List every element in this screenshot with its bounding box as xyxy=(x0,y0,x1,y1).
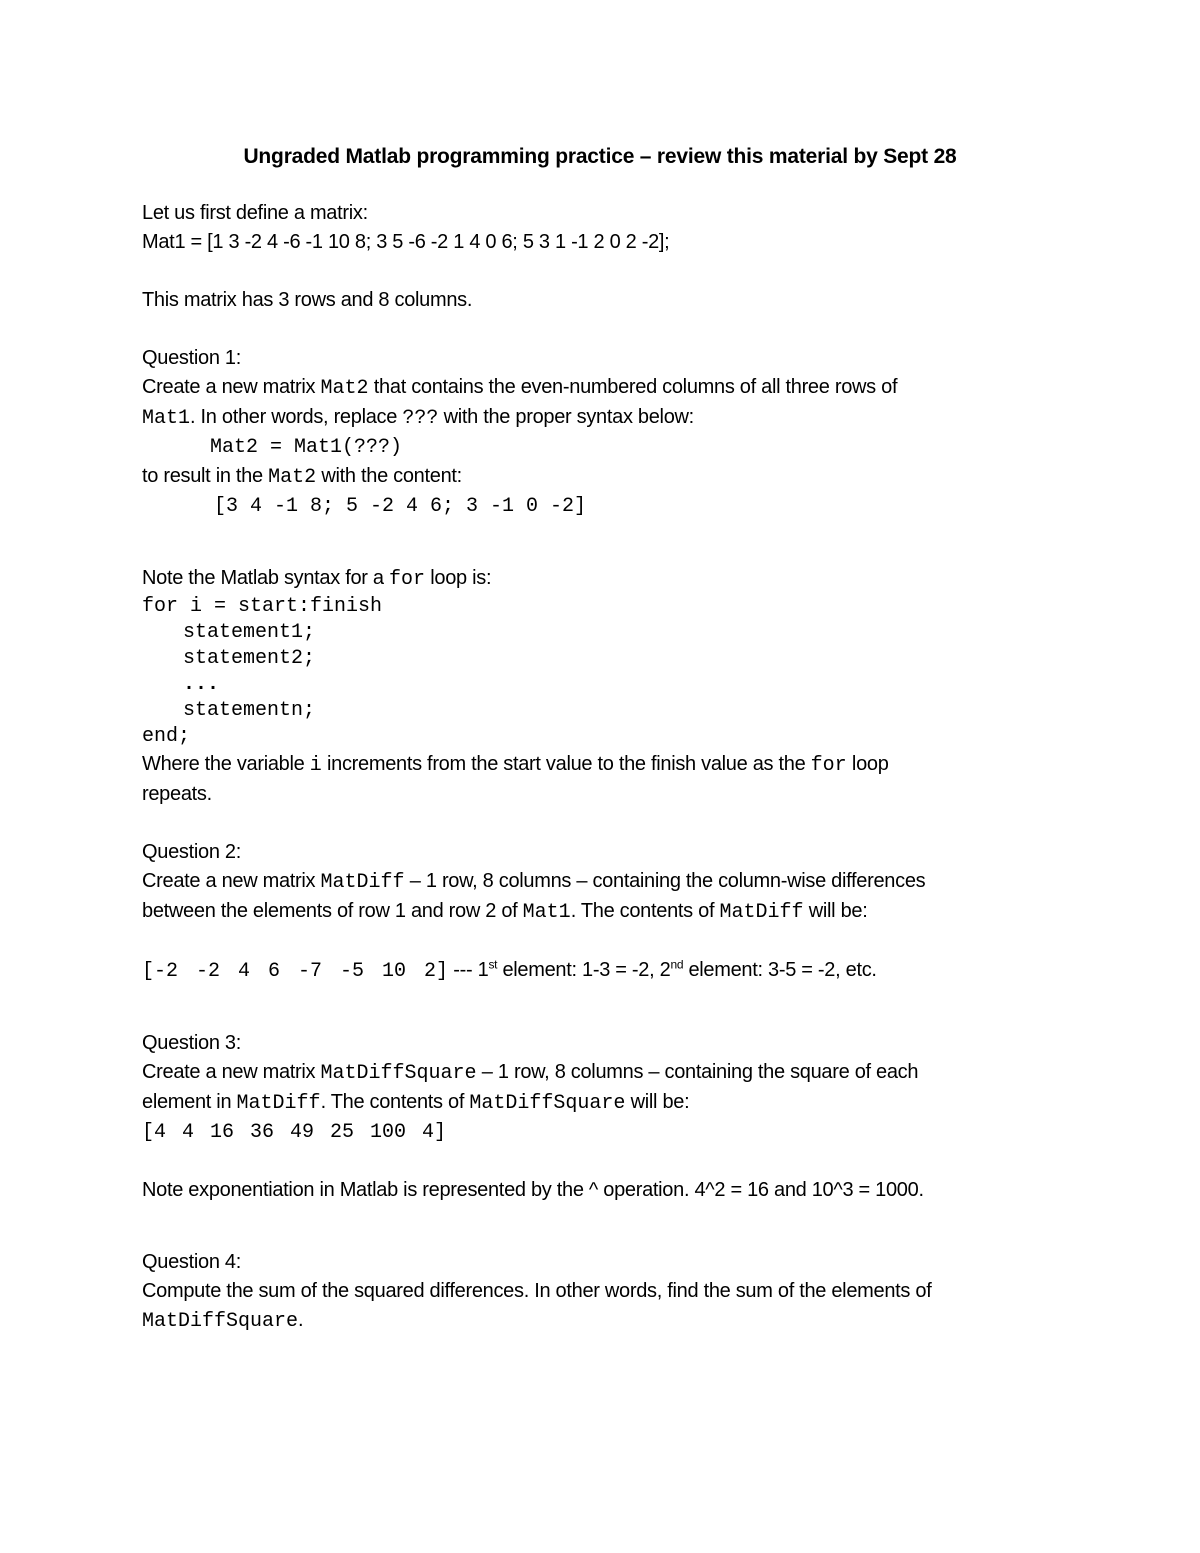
loop-code-line: statementn; xyxy=(183,699,316,722)
q2-result-line: [-2 -2 4 6 -7 -5 10 2] --- 1st element: 1-3 = -2, 2nd element: 3-5 = -2, etc. xyxy=(142,957,877,983)
q1-line-2: Mat1. In other words, replace ??? with the proper syntax below: xyxy=(142,406,694,430)
intro-text: Let us first define a matrix: xyxy=(142,202,368,224)
q1-line-1: Create a new matrix Mat2 that contains the even-numbered columns of all three rows of xyxy=(142,376,898,400)
question-3-heading: Question 3: xyxy=(142,1032,241,1054)
q3-line-1: Create a new matrix MatDiffSquare – 1 row, 8 columns – containing the square of each xyxy=(142,1061,919,1085)
q2-result: [-2 -2 4 6 -7 -5 10 2] xyxy=(142,960,449,983)
q1-code-line: Mat2 = Mat1(???) xyxy=(210,436,403,459)
q4-line-2: MatDiffSquare. xyxy=(142,1309,304,1333)
q4-line-1: Compute the sum of the squared differences. In other words, find the sum of the elements of xyxy=(142,1280,932,1302)
question-1-heading: Question 1: xyxy=(142,347,241,369)
loop-code-line: for i = start:finish xyxy=(142,595,383,618)
loop-note: Note the Matlab syntax for a for loop is: xyxy=(142,567,492,591)
matrix-size-text: This matrix has 3 rows and 8 columns. xyxy=(142,289,473,311)
page-title: Ungraded Matlab programming practice – review this material by Sept 28 xyxy=(243,145,957,168)
q1-line-3: to result in the Mat2 with the content: xyxy=(142,465,462,489)
question-4-heading: Question 4: xyxy=(142,1251,241,1273)
q2-line-1: Create a new matrix MatDiff – 1 row, 8 columns – containing the column-wise differences xyxy=(142,870,926,894)
loop-explanation-2: repeats. xyxy=(142,783,212,805)
loop-code-line: end; xyxy=(142,725,191,748)
question-2-heading: Question 2: xyxy=(142,841,241,863)
loop-code-line: statement1; xyxy=(183,621,316,644)
loop-explanation-1: Where the variable i increments from the start value to the finish value as the for loop xyxy=(142,753,889,777)
q3-line-2: element in MatDiff. The contents of MatDiffSquare will be: xyxy=(142,1091,690,1115)
q3-result: [4 4 16 36 49 25 100 4] xyxy=(142,1121,447,1144)
matrix-definition: Mat1 = [1 3 -2 4 -6 -1 10 8; 3 5 -6 -2 1 4 0 6; 5 3 1 -1 2 0 2 -2]; xyxy=(142,231,670,253)
q2-line-2: between the elements of row 1 and row 2 of Mat1. The contents of MatDiff will be: xyxy=(142,900,868,924)
exponent-note: Note exponentiation in Matlab is represented by the ^ operation. 4^2 = 16 and 10^3 = 1000. xyxy=(142,1179,924,1201)
document-page xyxy=(142,142,1062,1336)
loop-code-line: statement2; xyxy=(183,647,316,670)
loop-code-line: ... xyxy=(183,673,220,696)
q1-result: [3 4 -1 8; 5 -2 4 6; 3 -1 0 -2] xyxy=(214,495,587,518)
